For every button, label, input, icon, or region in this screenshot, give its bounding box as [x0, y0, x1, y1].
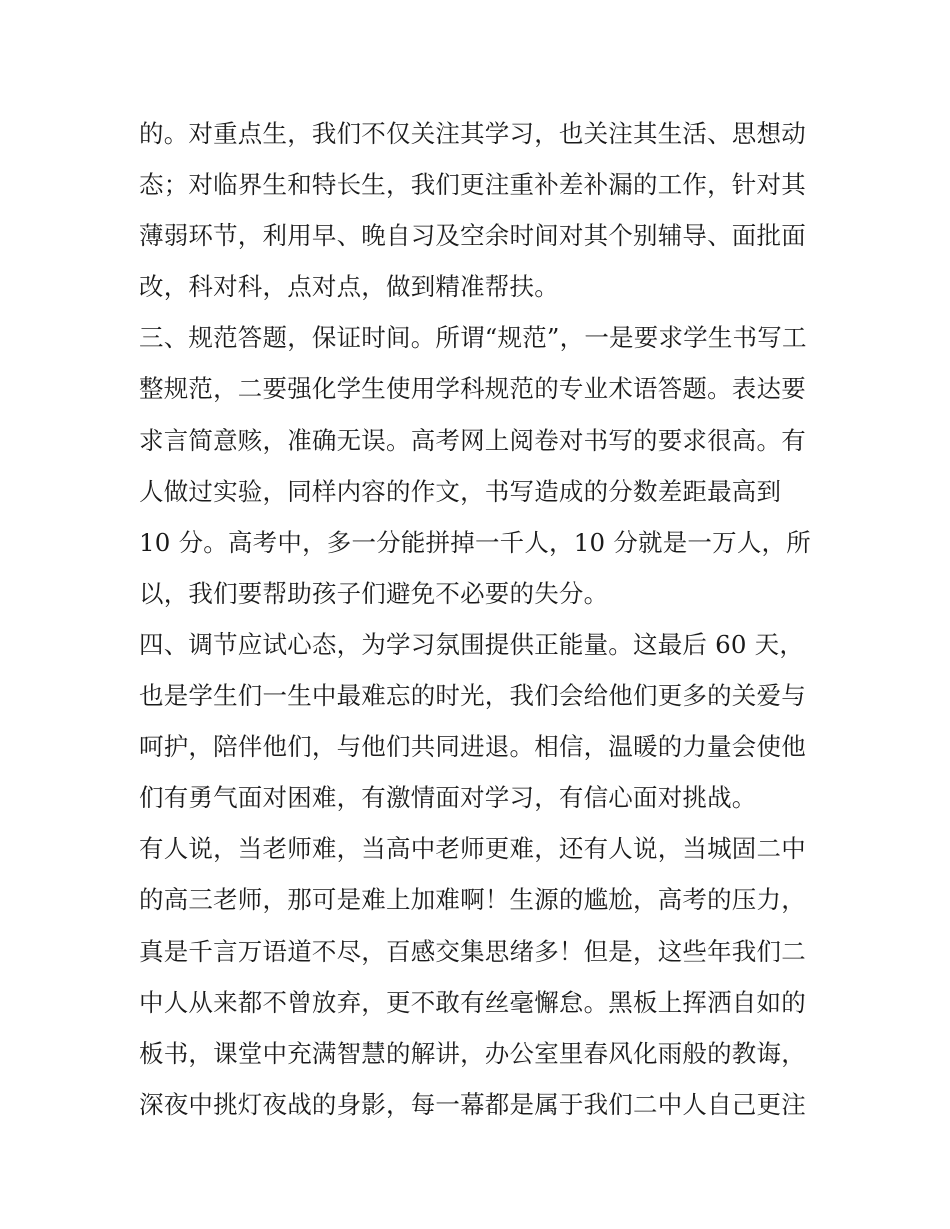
- text-line-11: 四、调节应试心态，为学习氛围提供正能量。这最后 60 天，: [139, 629, 805, 659]
- text-line-12: 也是学生们一生中最难忘的时光，我们会给他们更多的关爱与: [139, 681, 806, 711]
- text-line-17: 真是千言万语道不尽，百感交集思绪多！但是，这些年我们二: [139, 936, 806, 966]
- text-line-1: 的。对重点生，我们不仅关注其学习，也关注其生活、思想动: [139, 119, 806, 148]
- text-line-4: 改，科对科，点对点，做到精准帮扶。: [139, 272, 559, 302]
- text-line-19: 板书，课堂中充满智慧的解讲，办公室里春风化雨般的教诲，: [139, 1038, 806, 1068]
- text-line-10: 以，我们要帮助孩子们避免不必要的失分。: [139, 578, 609, 608]
- text-line-7: 求言简意赅，准确无误。高考网上阅卷对书写的要求很高。有: [139, 425, 806, 455]
- text-line-6: 整规范，二要强化学生使用学科规范的专业术语答题。表达要: [139, 374, 806, 404]
- text-line-8: 人做过实验，同样内容的作文，书写造成的分数差距最高到: [139, 476, 782, 506]
- text-line-13: 呵护，陪伴他们，与他们共同进退。相信，温暖的力量会使他: [139, 732, 806, 762]
- text-line-14: 们有勇气面对困难，有激情面对学习，有信心面对挑战。: [139, 783, 757, 813]
- text-line-15: 有人说，当老师难，当高中老师更难，还有人说，当城固二中: [139, 834, 806, 864]
- body-text: [139, 108, 819, 1130]
- text-line-2: 态；对临界生和特长生，我们更注重补差补漏的工作，针对其: [139, 170, 806, 200]
- text-line-9: 10 分。高考中，多一分能拼掉一千人，10 分就是一万人，所: [139, 527, 811, 557]
- text-line-5: 三、规范答题，保证时间。所谓“规范”，一是要求学生书写工: [139, 323, 807, 353]
- text-line-3: 薄弱环节，利用早、晚自习及空余时间对其个别辅导、面批面: [139, 221, 806, 251]
- text-line-20: 深夜中挑灯夜战的身影，每一幕都是属于我们二中人自己更注: [139, 1089, 806, 1119]
- text-line-16: 的高三老师，那可是难上加难啊！生源的尴尬，高考的压力，: [139, 885, 806, 915]
- text-line-18: 中人从来都不曾放弃，更不敢有丝毫懈怠。黑板上挥洒自如的: [139, 987, 806, 1017]
